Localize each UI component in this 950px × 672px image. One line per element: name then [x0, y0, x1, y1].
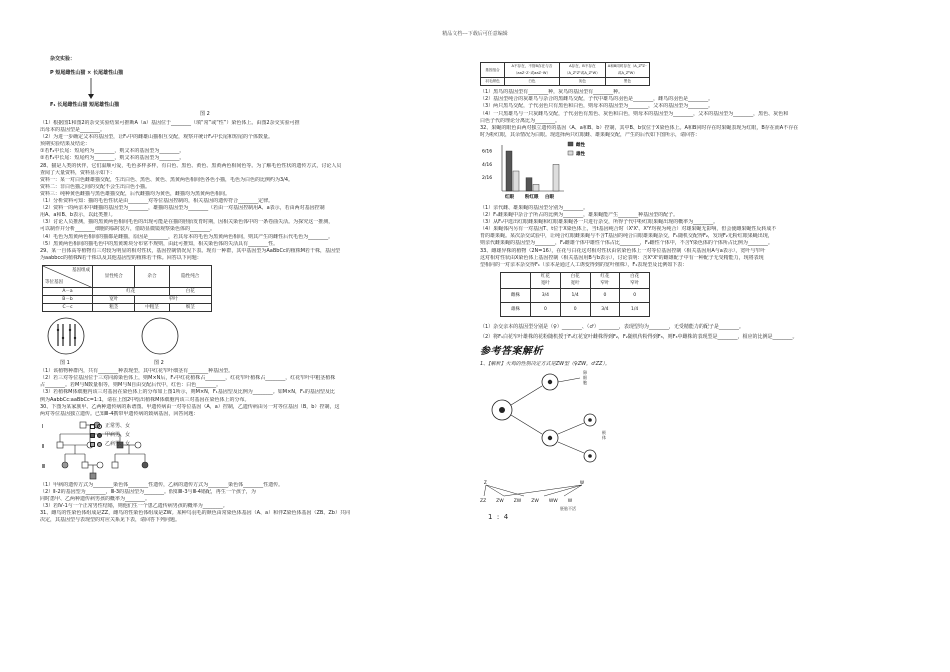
table-cell: 1/4 — [620, 302, 650, 316]
gene-control-table — [42, 265, 212, 312]
genotype: WW — [548, 498, 558, 504]
table-row — [501, 302, 650, 316]
table-header: 隐性纯合 — [169, 265, 211, 287]
text-line: 为aabbcc的植株N若干株以及其他基因型的植株若干株。回答以下问题： — [40, 254, 202, 261]
table-cell: 羽毛颜色 — [481, 78, 505, 86]
pedigree-chart — [40, 420, 465, 482]
genotype: ZW — [531, 498, 539, 504]
text-line: 出母本的基因型是________。 — [40, 127, 106, 134]
text-line: 28、猫是人类的伙伴，它们温顺可爱，毛色多样多样，有白色、黑色、黄色、黑黄两色相间色等。为了解毛色性状的遗传方式，讨论人员 — [40, 162, 342, 169]
table-cell: 中粗茎 — [135, 304, 169, 312]
table-row — [481, 78, 650, 86]
cell-figure-2 — [140, 316, 180, 358]
cell-figure-1 — [46, 316, 86, 358]
svg-text:W: W — [580, 479, 584, 485]
table-cell: 1/4 — [560, 288, 590, 302]
text-line: 例为AabbCc:aaBbCc=1:1，请在上图2中绘出植株M体细胞内该三对基因在染色体上的分布。 — [40, 396, 250, 403]
corner-top: 基因组成 — [72, 267, 90, 273]
bar-female — [526, 178, 532, 191]
text-line: （3）若植株M体细胞内该三对基因在染色体上的分布如上图1所示，则M×N，F₁基因型及比例为________。如M×N，F₁的基因型及比 — [40, 389, 335, 396]
legend-item — [90, 440, 170, 449]
table-header: 红花 窄叶 — [590, 272, 620, 288]
y-tick-label: 2/16 — [482, 176, 493, 182]
table-cell: 0 — [620, 288, 650, 302]
text-line: （2）资料一的两亲本中雌猫的基因型为________，雄猫的基因型为________（若由一对基因控制用A、a表示，若由两对基因控制 — [40, 205, 325, 212]
text-line: ①若F₂中长尾：短尾约为________，则父本的基因型为________。 — [40, 148, 185, 155]
corner-bottom: 等位基因 — [45, 279, 63, 285]
meiosis-svg — [480, 368, 630, 478]
text-line: 则亲代雌果蝇的基因型为________，F₂雌雄个体中雄性个体占比________，F₂雌性个体中，不含Y染色体的个体所占比例为________。 — [480, 240, 773, 247]
table-cell: A不存在，不管B存在与否（aaZ⁻Z⁻或aaZ⁻W） — [505, 63, 560, 78]
legend-swatch — [568, 142, 573, 146]
table-cell: 基因组合 — [481, 63, 505, 78]
table-cell: 0 — [590, 288, 620, 302]
svg-text:Ⅱ: Ⅱ — [42, 443, 45, 450]
text-line: （2）为进一步确定父本的基因型，让F₁中的雌雄山猫相互交配，观察并统计F₂中长尾和短尾的个体数量。 — [40, 134, 273, 141]
table-cell: 0 — [560, 302, 590, 316]
label-polar-body: 极体 — [602, 429, 606, 440]
text-line: （2）基因型纯合的灰雄鸟与杂合的黑雌鸟交配，子代中雄鸟的羽色是________，雌鸟的羽色是________。 — [480, 96, 714, 103]
table-cell: 0 — [531, 302, 561, 316]
x-tick-label: 粉红眼 — [525, 194, 539, 200]
legend-label: 雄性 — [576, 151, 585, 157]
svg-text:Z: Z — [484, 479, 487, 485]
eye-color-chart — [480, 139, 910, 205]
text-line: （3）若Ⅳ-1与一个正常男性结婚，则他们生一个患乙遗传病男孩的概率为________。 — [40, 503, 228, 510]
text-line: 育的雄果蝇。某次杂交试验中，让纯合红眼雌果蝇与不含T基因的纯合白眼雄果蝇杂交，F₁随机交配得F₂，发现F₂无粉红眼果蝇出现， — [480, 233, 773, 240]
text-line: 31、雌鸟的性染色体组成是ZZ，雌鸟的性染色体组成是ZW。某种鸟羽毛的颜色由常染色体基因（A、a）和伴Z染色体基因（ZB、Zb）共同 — [40, 510, 350, 517]
text-line: 可以制作并分析________细胞的临时装片，借助显微镜观察染色体的________。 — [40, 226, 216, 233]
cross-diagram — [50, 50, 465, 118]
meiosis-diagram — [480, 368, 910, 478]
table-corner — [43, 265, 93, 287]
cross-label: 杂交实验： — [50, 56, 76, 62]
text-line: （3）两只黑鸟交配，子代羽色只有黑色和白色，则母本的基因型为________，父本的基因型为________。 — [480, 103, 714, 110]
text-line: 型相同的一对亲本杂交得F₁（亲本是通过人工诱变得到的宽叶植株），F₁表现型及比例如下表： — [480, 261, 688, 268]
y-tick-label: 6/16 — [482, 149, 493, 155]
text-line: 30、下图为某家族甲、乙两种遗传病的系谱图。甲遗传病由一对等位基因（A，a）控制，乙遗传病由另一对等位基因（B，b）控制，这 — [40, 403, 340, 410]
text-line: 占________。若M与N数量相等，则M与N自由交配后代中，红色：白色________。 — [40, 382, 222, 389]
table-cell: 白色 — [505, 78, 560, 86]
cell-figures — [40, 316, 465, 368]
page-header: 精品文档---下载后可任意编辑 — [442, 31, 508, 37]
text-line: ②若F₂中长尾：短尾约为________，则父本的基因型为________。 — [40, 155, 185, 162]
svg-text:Ⅲ: Ⅲ — [42, 463, 46, 470]
table-header: 显性纯合 — [93, 265, 135, 287]
text-line: （3）从F₁中选出红眼雌果蝇和红眼雄果蝇各一只进行杂交，所得子代中粉红眼果蝇出现的概率为________。 — [480, 219, 719, 226]
text-line: （1）根据图1和图2的杂交实验结果可推断A（a）基因位于________（填“常”或“性”）染色体上。由图2杂交实验可推 — [40, 120, 300, 126]
table-header: 杂合 — [135, 265, 169, 287]
table-cell: 红花 — [93, 287, 170, 295]
genotype: ZZ — [480, 498, 487, 504]
ratio-text: 1 : 4 — [488, 512, 509, 521]
eye-chart-svg — [480, 139, 600, 205]
text-line: 资料二：非白色猫之间的交配不会生出白色小猫。 — [40, 183, 151, 190]
left-column — [40, 50, 465, 524]
text-line: 时为粉红眼，其余情况为白眼。现选择两只红眼雌、雄果蝇交配，产生的后代如下图所示，请回答： — [480, 131, 701, 138]
table-cell: 灰色 — [559, 78, 605, 86]
legend-label: 乙病男、女 — [105, 440, 131, 447]
text-line: 同时患甲、乙两种遗传病男孩的概率为________。 — [40, 496, 151, 502]
q32-33-block — [480, 205, 910, 269]
text-line: 33、雌雄异株的植物（2N=16），在花与白花这对相对性状由常染色体上一对等位基因控制（相关基因用A与a表示），宽叶与窄叶 — [480, 247, 766, 254]
table-cell: 3/4 — [590, 302, 620, 316]
bar-male — [553, 164, 559, 191]
q27-28-block — [40, 120, 465, 262]
svg-text:Ⅰ: Ⅰ — [42, 423, 44, 430]
q31-32-block — [480, 89, 910, 139]
q29-30-block — [40, 368, 465, 418]
text-line: （1）杂交亲本的基因型分别是（♀）________、（♂）________，表现型均为________，无受精能力的配子是________。 — [480, 323, 744, 330]
table-cell: 白花 — [169, 287, 211, 295]
text-line: （2）F₁雌果蝇中杂合子所占的比例为________，雄果蝇能产生________种基因型的配子。 — [480, 212, 679, 219]
text-line: 决定，其基因型与表现型的对应关系见下表，请回答下列问题。 — [40, 517, 181, 524]
text-line: 白色子代的理论分离比为________。 — [480, 117, 561, 124]
table-cell: A－a — [43, 287, 93, 295]
table-row — [481, 63, 650, 78]
text-line: （1）黑鸟的基因型有________种，灰鸟的基因型有________种。 — [480, 89, 624, 96]
table-header: 红花 宽叶 — [531, 272, 561, 288]
text-line: （2）若三对等位基因位于三对同源染色体上，则M×N后，F₁中红花植株占________，红花窄叶植株占________，红花窄叶中粗茎植株 — [40, 375, 336, 382]
cross-arrow — [86, 78, 96, 100]
legend-label: 正常男、女 — [105, 422, 131, 429]
death-note: 胚胎不活 — [560, 505, 576, 511]
legend-swatch — [568, 151, 573, 155]
table-row — [501, 288, 650, 302]
text-line: 这对相对性状由X染色体上基因控制（相关基因用B与b表示），讨论表明：含XᵇXᵇ的雌雄配子中有一种配子无受精能力，现将表现 — [480, 254, 764, 261]
pedigree-legend — [90, 422, 170, 449]
table-cell: B－b — [43, 295, 93, 303]
bar-male — [513, 171, 519, 191]
table-header: 白花 窄叶 — [620, 272, 650, 288]
fig2-caption: 图 2 — [154, 360, 164, 367]
genotype-row — [480, 498, 572, 505]
q30-31-block — [40, 482, 465, 525]
x-tick-label: 白眼 — [545, 194, 554, 200]
text-line: （1）该植物种群内，共有________种表现型，其中红花窄叶细茎有________种基因型。 — [40, 368, 234, 375]
cross-caption: 图 2 — [200, 111, 210, 117]
fig1-caption: 图 1 — [60, 360, 70, 367]
table-row — [43, 304, 212, 312]
cross-parents: P 短尾雌性山猫 × 长尾雄性山猫 — [50, 70, 124, 76]
x-tick-label: 红眼 — [505, 194, 514, 200]
text-line: （1）分析资料可知：猫的毛色性状是由________对等位基因控制的，相关基因的遗传符合________定律。 — [40, 198, 274, 205]
table-cell: 宽叶 — [93, 295, 135, 303]
table-cell: A存在，B不存在（A_ZᵇZᵇ或A_ZᵇW） — [559, 63, 605, 78]
legend-item — [90, 422, 170, 431]
bar-female — [506, 151, 512, 191]
answer-item-1: 1、【解析】火鸡的性别决定方式是ZW型（♀ZW，♂ZZ）。 — [480, 360, 610, 367]
text-line: （1）亲代雌、雄果蝇的基因型分别为________。 — [480, 204, 589, 211]
text-line: 资料一：某一对白色雌雄猫交配，生出白色、黑色、黄色、黑黄两色相间色各色小猫，毛色为白色的比例约为3/4。 — [40, 176, 294, 183]
table-header: 白花 宽叶 — [560, 272, 590, 288]
text-line: 32、果蝇的眼色由两对独立遗传的基因（A、a和B、b）控制，其中B、b仅位于X染色体上。A和B同时存在时果蝇表现为红眼，B存在而A不存在 — [480, 124, 799, 131]
genotype: ZW — [513, 498, 522, 504]
label-egg-cell: 卵细胞 — [583, 369, 587, 385]
text-line: 查阅了大量资料，资料显示如下： — [40, 169, 116, 176]
text-line: （1）甲病的遗传方式为________染色体________性遗传，乙病的遗传方式为________染色体________性遗传。 — [40, 481, 284, 488]
text-line: （5）黑黄两色相间的猫毛色中的黑黄斑块分布常不规则，由此可推知，相关染色体的失活具有________性。 — [40, 240, 279, 247]
text-line: 预期实验结果及结论： — [40, 141, 91, 148]
table-row — [43, 295, 212, 303]
table-cell: 雄株 — [501, 302, 531, 316]
table-cell: 窄叶 — [135, 295, 212, 303]
table-cell: 3/4 — [531, 288, 561, 302]
genotype: W — [567, 498, 573, 504]
feather-color-table — [480, 62, 650, 86]
legend-label: 甲病男、女 — [105, 431, 131, 438]
text-line: （4）一只黑雄鸟与一只灰雌鸟交配，子代羽色有黑色、灰色和白色，则母本的基因型为________，父本的基因型为________，黑色、灰色和 — [480, 110, 789, 117]
table-row — [501, 272, 650, 288]
bar-male — [533, 184, 539, 191]
table-cell: 黑色 — [605, 78, 649, 86]
right-column — [480, 62, 910, 528]
text-line: 资料三：纯种黄色雌猫与黑色雄猫交配，后代雌猫均为黄色，雌猫均为黑黄两色相间。 — [40, 190, 231, 197]
table-cell: 细茎 — [169, 304, 211, 312]
legend-label: 雌性 — [576, 142, 585, 148]
text-line: （2）将F₁白花窄叶雄株的花粉随机授于F₁红花宽叶雌株得到F₂，F₂随机传粉得到F₃，则F₃中雌株的表现型是________，相应的比例是________。 — [480, 333, 798, 340]
text-line: 29、某一自体高等植物有三对较为明显的相对性状，基因控制情况见下表。现有一种群，其中基因型为AaBbCc的植株M若干株，基因型 — [40, 247, 341, 254]
table-cell: 雌株 — [501, 288, 531, 302]
table-header — [501, 272, 531, 288]
text-line: （2）Ⅱ-2的基因型为________，Ⅲ-3的基因型为________。假如Ⅲ-3与Ⅲ-4婚配，再生一个孩子，为 — [40, 488, 256, 495]
answer-section-title: 参考答案解析 — [480, 345, 543, 357]
y-tick-label: 4/16 — [482, 162, 493, 168]
genotype: ZW — [496, 498, 504, 504]
text-line: （4）毛色为黑黄两色相间的猫都是雌猫，原因是________，若其母本的毛色为黑黄两色相间，则其产生的雌性后代毛色为________。 — [40, 233, 334, 240]
text-line: 两对等位基因独立遗传。已知Ⅲ-4携带甲遗传病的致病基因，回答问题： — [40, 410, 199, 417]
table-row — [43, 287, 212, 295]
table-cell: 粗茎 — [93, 304, 135, 312]
text-line: （3）讨论人员推测，猫的黑黄两色相间毛色的出现可能是在猫的胚胎发育时期，因相关染色体中的一条卷曲失活。为探究这一推测， — [40, 219, 334, 226]
f1-phenotype-table — [500, 272, 650, 317]
text-line: 用A、a和B、b表示，以此类推）。 — [40, 212, 116, 219]
q33-questions — [480, 321, 910, 342]
table-cell: C－c — [43, 304, 93, 312]
cross-f1: F₁ 长尾雌性山猫 短尾雄性山猫 — [50, 102, 120, 108]
genotype-cross-diagram — [480, 478, 910, 528]
text-line: （4）果蝇体内另有一对基因T、t位于X染色体上，当t基因纯合时（XᵗXᵗ、XᵗY均视为纯合）对雄果蝇无影响，但会使雌果蝇性反转成不 — [480, 226, 777, 233]
table-cell: A和B同时存在（A_ZᴮZ⁻或A_ZᴮW） — [605, 63, 649, 78]
legend-item — [90, 431, 170, 440]
